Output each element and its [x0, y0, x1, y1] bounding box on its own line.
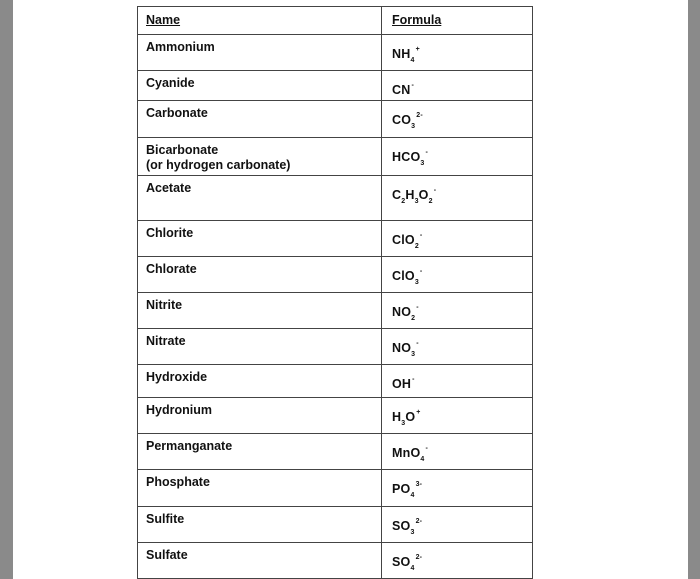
- formula-subscript: 2: [428, 198, 433, 205]
- polyatomic-ions-table: [137, 6, 533, 579]
- ion-formula-cell: [382, 365, 533, 398]
- formula-symbol: O: [418, 188, 429, 202]
- formula-charge: -: [412, 376, 415, 383]
- formula-symbol: SO: [392, 555, 411, 569]
- ion-name-text: Hydronium: [146, 403, 212, 417]
- formula-symbol: ClO: [392, 233, 415, 247]
- ion-name-text: Permanganate: [146, 439, 233, 453]
- formula-charge: 2-: [415, 518, 423, 525]
- formula-charge: -: [416, 340, 419, 347]
- ion-name-text: Cyanide: [146, 76, 195, 90]
- formula-symbol: C: [392, 188, 402, 202]
- ion-formula: [392, 232, 423, 250]
- formula-charge: -: [425, 149, 429, 156]
- formula-symbol: OH: [392, 377, 412, 391]
- table-row: [138, 138, 533, 176]
- ion-name-cell: [138, 221, 382, 257]
- table-row: [138, 221, 533, 257]
- ion-name-text: Bicarbonate: [146, 143, 219, 157]
- ion-name-cell: [138, 329, 382, 365]
- formula-symbol: HCO: [392, 150, 421, 164]
- ion-name-cell: [138, 543, 382, 579]
- ion-name-text: Hydroxide: [146, 370, 208, 384]
- formula-symbol: H: [405, 188, 415, 202]
- formula-symbol: NO: [392, 305, 412, 319]
- formula-subscript: 2: [411, 315, 416, 322]
- ion-formula: [392, 268, 423, 286]
- formula-charge: 2-: [416, 112, 423, 119]
- formula-symbol: PO: [392, 482, 411, 496]
- ion-formula-cell: [382, 507, 533, 543]
- table-row: [138, 71, 533, 101]
- ion-name-text: Acetate: [146, 181, 192, 195]
- formula-subscript: 2: [401, 198, 406, 205]
- ion-name-cell: [138, 470, 382, 507]
- formula-column-header: [382, 7, 533, 35]
- table-row: [138, 329, 533, 365]
- formula-charge: -: [416, 304, 419, 311]
- ion-name-cell: [138, 257, 382, 293]
- table-row: [138, 257, 533, 293]
- table-row: [138, 470, 533, 507]
- formula-charge: -: [425, 445, 428, 452]
- ion-name-text: Phosphate: [146, 475, 210, 489]
- formula-symbol: NO: [392, 341, 412, 355]
- ion-name-cell: [138, 71, 382, 101]
- formula-subscript: 2: [414, 243, 419, 250]
- formula-symbol: H: [392, 410, 402, 424]
- ion-formula-cell: [382, 398, 533, 434]
- header-row: [138, 7, 533, 35]
- ion-formula: [392, 554, 423, 572]
- ion-formula-cell: [382, 138, 533, 176]
- ion-formula: [392, 149, 429, 167]
- formula-symbol: O: [405, 410, 416, 424]
- table-row: [138, 176, 533, 221]
- ion-formula-cell: [382, 329, 533, 365]
- formula-charge: -: [433, 187, 437, 194]
- name-header-text: Name: [146, 13, 181, 27]
- formula-charge: -: [419, 268, 423, 275]
- formula-symbol: NH: [392, 47, 411, 61]
- ion-name-text: Sulfite: [146, 512, 185, 526]
- ion-name-cell: [138, 176, 382, 221]
- table-row: [138, 35, 533, 71]
- ion-name-text: Nitrate: [146, 334, 186, 348]
- formula-subscript: 4: [420, 456, 425, 463]
- ion-name-cell: [138, 365, 382, 398]
- ion-name-cell: [138, 138, 382, 176]
- table-row: [138, 434, 533, 470]
- formula-subscript: 3: [411, 123, 416, 130]
- ion-formula-cell: [382, 221, 533, 257]
- table-row: [138, 398, 533, 434]
- ion-formula: [392, 409, 421, 427]
- table-row: [138, 293, 533, 329]
- table-row: [138, 101, 533, 138]
- ion-formula: [392, 187, 437, 205]
- formula-charge: -: [419, 232, 423, 239]
- ion-name-cell: [138, 434, 382, 470]
- formula-symbol: SO: [392, 519, 411, 533]
- ion-formula-cell: [382, 543, 533, 579]
- formula-subscript: 3: [411, 351, 416, 358]
- formula-symbol: MnO: [392, 446, 421, 460]
- ion-name-text: Ammonium: [146, 40, 215, 54]
- ion-formula-cell: [382, 71, 533, 101]
- table-row: [138, 507, 533, 543]
- ion-name-text: (or hydrogen carbonate): [146, 158, 291, 172]
- ion-formula-cell: [382, 434, 533, 470]
- ion-formula: [392, 112, 423, 130]
- formula-subscript: 3: [401, 420, 406, 427]
- ion-formula-cell: [382, 176, 533, 221]
- formula-symbol: ClO: [392, 269, 415, 283]
- formula-symbol: CN: [392, 83, 411, 97]
- ion-formula-cell: [382, 101, 533, 138]
- ion-formula: [392, 83, 414, 97]
- formula-charge: +: [415, 46, 420, 53]
- formula-subscript: 4: [410, 492, 415, 499]
- ion-name-text: Chlorite: [146, 226, 194, 240]
- table-row: [138, 543, 533, 579]
- formula-subscript: 3: [414, 279, 419, 286]
- ion-formula: [392, 377, 415, 391]
- ion-name-text: Carbonate: [146, 106, 208, 120]
- ion-name-text: Sulfate: [146, 548, 188, 562]
- ion-formula-cell: [382, 257, 533, 293]
- ion-formula-cell: [382, 293, 533, 329]
- ion-name-text: Nitrite: [146, 298, 183, 312]
- formula-subscript: 3: [414, 198, 419, 205]
- formula-header-text: Formula: [392, 13, 442, 27]
- ion-formula: [392, 304, 419, 322]
- ion-name-cell: [138, 35, 382, 71]
- formula-charge: 3-: [415, 481, 423, 488]
- ion-formula: [392, 518, 423, 536]
- ion-name-cell: [138, 398, 382, 434]
- name-column-header: [138, 7, 382, 35]
- ion-formula: [392, 46, 420, 64]
- ion-name-text: Chlorate: [146, 262, 197, 276]
- formula-subscript: 4: [410, 57, 415, 64]
- formula-charge: 2-: [415, 554, 423, 561]
- ion-name-cell: [138, 101, 382, 138]
- ion-formula: [392, 481, 423, 499]
- ion-formula: [392, 340, 419, 358]
- ion-formula-cell: [382, 470, 533, 507]
- ion-formula: [392, 445, 428, 463]
- document-page: [13, 0, 688, 579]
- formula-subscript: 3: [420, 160, 425, 167]
- formula-charge: +: [416, 409, 421, 416]
- table-row: [138, 365, 533, 398]
- ion-formula-cell: [382, 35, 533, 71]
- formula-subscript: 3: [410, 529, 415, 536]
- formula-subscript: 4: [410, 565, 415, 572]
- formula-symbol: CO: [392, 113, 412, 127]
- ion-name-cell: [138, 507, 382, 543]
- ion-name-cell: [138, 293, 382, 329]
- formula-charge: -: [411, 82, 414, 89]
